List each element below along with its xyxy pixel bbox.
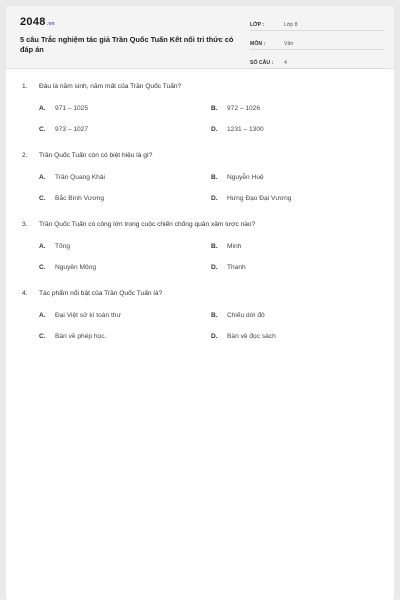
answer-option[interactable] (39, 310, 211, 320)
quiz-meta (250, 16, 384, 73)
question-text (22, 149, 382, 161)
answer-option[interactable] (211, 262, 383, 272)
quiz-sheet (6, 6, 394, 600)
option-letter: C. (39, 332, 46, 340)
answer-options (22, 310, 382, 341)
question-prompt: Trần Quốc Tuấn còn có biệt hiệu là gì? (39, 151, 153, 159)
question-text (22, 287, 382, 299)
question-number: 3. (22, 220, 28, 228)
answer-options (22, 241, 382, 272)
option-text: Bàn về phép học. (55, 332, 107, 340)
option-letter: A. (39, 104, 46, 112)
answer-option[interactable] (39, 193, 211, 203)
question-item (22, 149, 382, 203)
quiz-header (6, 6, 394, 69)
option-text: Đại Việt sử kí toàn thư (55, 311, 121, 319)
meta-label: MÔN : (250, 41, 266, 47)
answer-option[interactable] (211, 172, 383, 182)
question-number: 2. (22, 151, 28, 159)
answer-option[interactable] (39, 241, 211, 251)
option-letter: A. (39, 173, 46, 181)
option-letter: D. (211, 125, 218, 133)
meta-row-subject (250, 35, 384, 50)
option-text: Tống (55, 242, 71, 250)
answer-option[interactable] (39, 103, 211, 113)
option-letter: C. (39, 125, 46, 133)
option-text: Bắc Bình Vương (55, 194, 105, 202)
answer-option[interactable] (211, 124, 383, 134)
option-letter: B. (211, 104, 218, 112)
option-text: Minh (227, 242, 242, 250)
question-prompt: Trần Quốc Tuấn có công lớn trong cuộc chiến chống quân xâm lược nào? (39, 220, 256, 228)
meta-row-count (250, 54, 384, 69)
option-letter: C. (39, 194, 46, 202)
option-text: 1231 – 1300 (227, 125, 264, 133)
question-item (22, 80, 382, 134)
answer-option[interactable] (39, 172, 211, 182)
question-item (22, 218, 382, 272)
question-text (22, 218, 382, 230)
meta-row-class (250, 16, 384, 31)
answer-option[interactable] (39, 124, 211, 134)
option-letter: A. (39, 311, 46, 319)
answer-option[interactable] (39, 262, 211, 272)
meta-label: SỐ CÂU : (250, 60, 274, 66)
question-list (6, 80, 394, 356)
page-title: 5 câu Trắc nghiệm tác giả Trần Quốc Tuấn Kết nối tri thức có đáp án (20, 35, 234, 54)
answer-option[interactable] (211, 103, 383, 113)
site-logo[interactable] (20, 16, 55, 28)
answer-option[interactable] (211, 310, 383, 320)
option-letter: B. (211, 311, 218, 319)
option-letter: D. (211, 332, 218, 340)
option-text: Hưng Đạo Đại Vương (227, 194, 292, 202)
option-letter: B. (211, 173, 218, 181)
question-prompt: Tác phẩm nổi bật của Trần Quốc Tuấn là? (39, 289, 163, 297)
meta-label: LỚP : (250, 22, 265, 28)
question-number: 1. (22, 82, 28, 90)
meta-value: Lớp 8 (284, 22, 298, 28)
option-text: 973 – 1027 (55, 125, 89, 133)
meta-value: Văn (284, 41, 294, 47)
answer-option[interactable] (211, 193, 383, 203)
answer-option[interactable] (211, 241, 383, 251)
option-text: Thanh (227, 263, 246, 271)
question-item (22, 287, 382, 341)
answer-options (22, 103, 382, 134)
logo-suffix: .vn (46, 21, 55, 27)
option-text: Chiếu dời đô (227, 311, 265, 319)
option-text: 971 – 1025 (55, 104, 89, 112)
option-text: Nguyễn Huệ (227, 173, 264, 181)
question-prompt: Đâu là năm sinh, năm mất của Trần Quốc Tuấn? (39, 82, 182, 90)
option-letter: A. (39, 242, 46, 250)
answer-option[interactable] (39, 331, 211, 341)
option-letter: B. (211, 242, 218, 250)
option-letter: C. (39, 263, 46, 271)
meta-value: 4 (284, 60, 287, 66)
answer-option[interactable] (211, 331, 383, 341)
option-text: 972 – 1026 (227, 104, 261, 112)
option-text: Trần Quang Khải (55, 173, 105, 181)
answer-options (22, 172, 382, 203)
option-letter: D. (211, 263, 218, 271)
option-letter: D. (211, 194, 218, 202)
logo-text: 2048 (20, 16, 46, 28)
question-text (22, 80, 382, 92)
option-text: Nguyên Mông (55, 263, 97, 271)
option-text: Bàn về đọc sách (227, 332, 276, 340)
question-number: 4. (22, 289, 28, 297)
